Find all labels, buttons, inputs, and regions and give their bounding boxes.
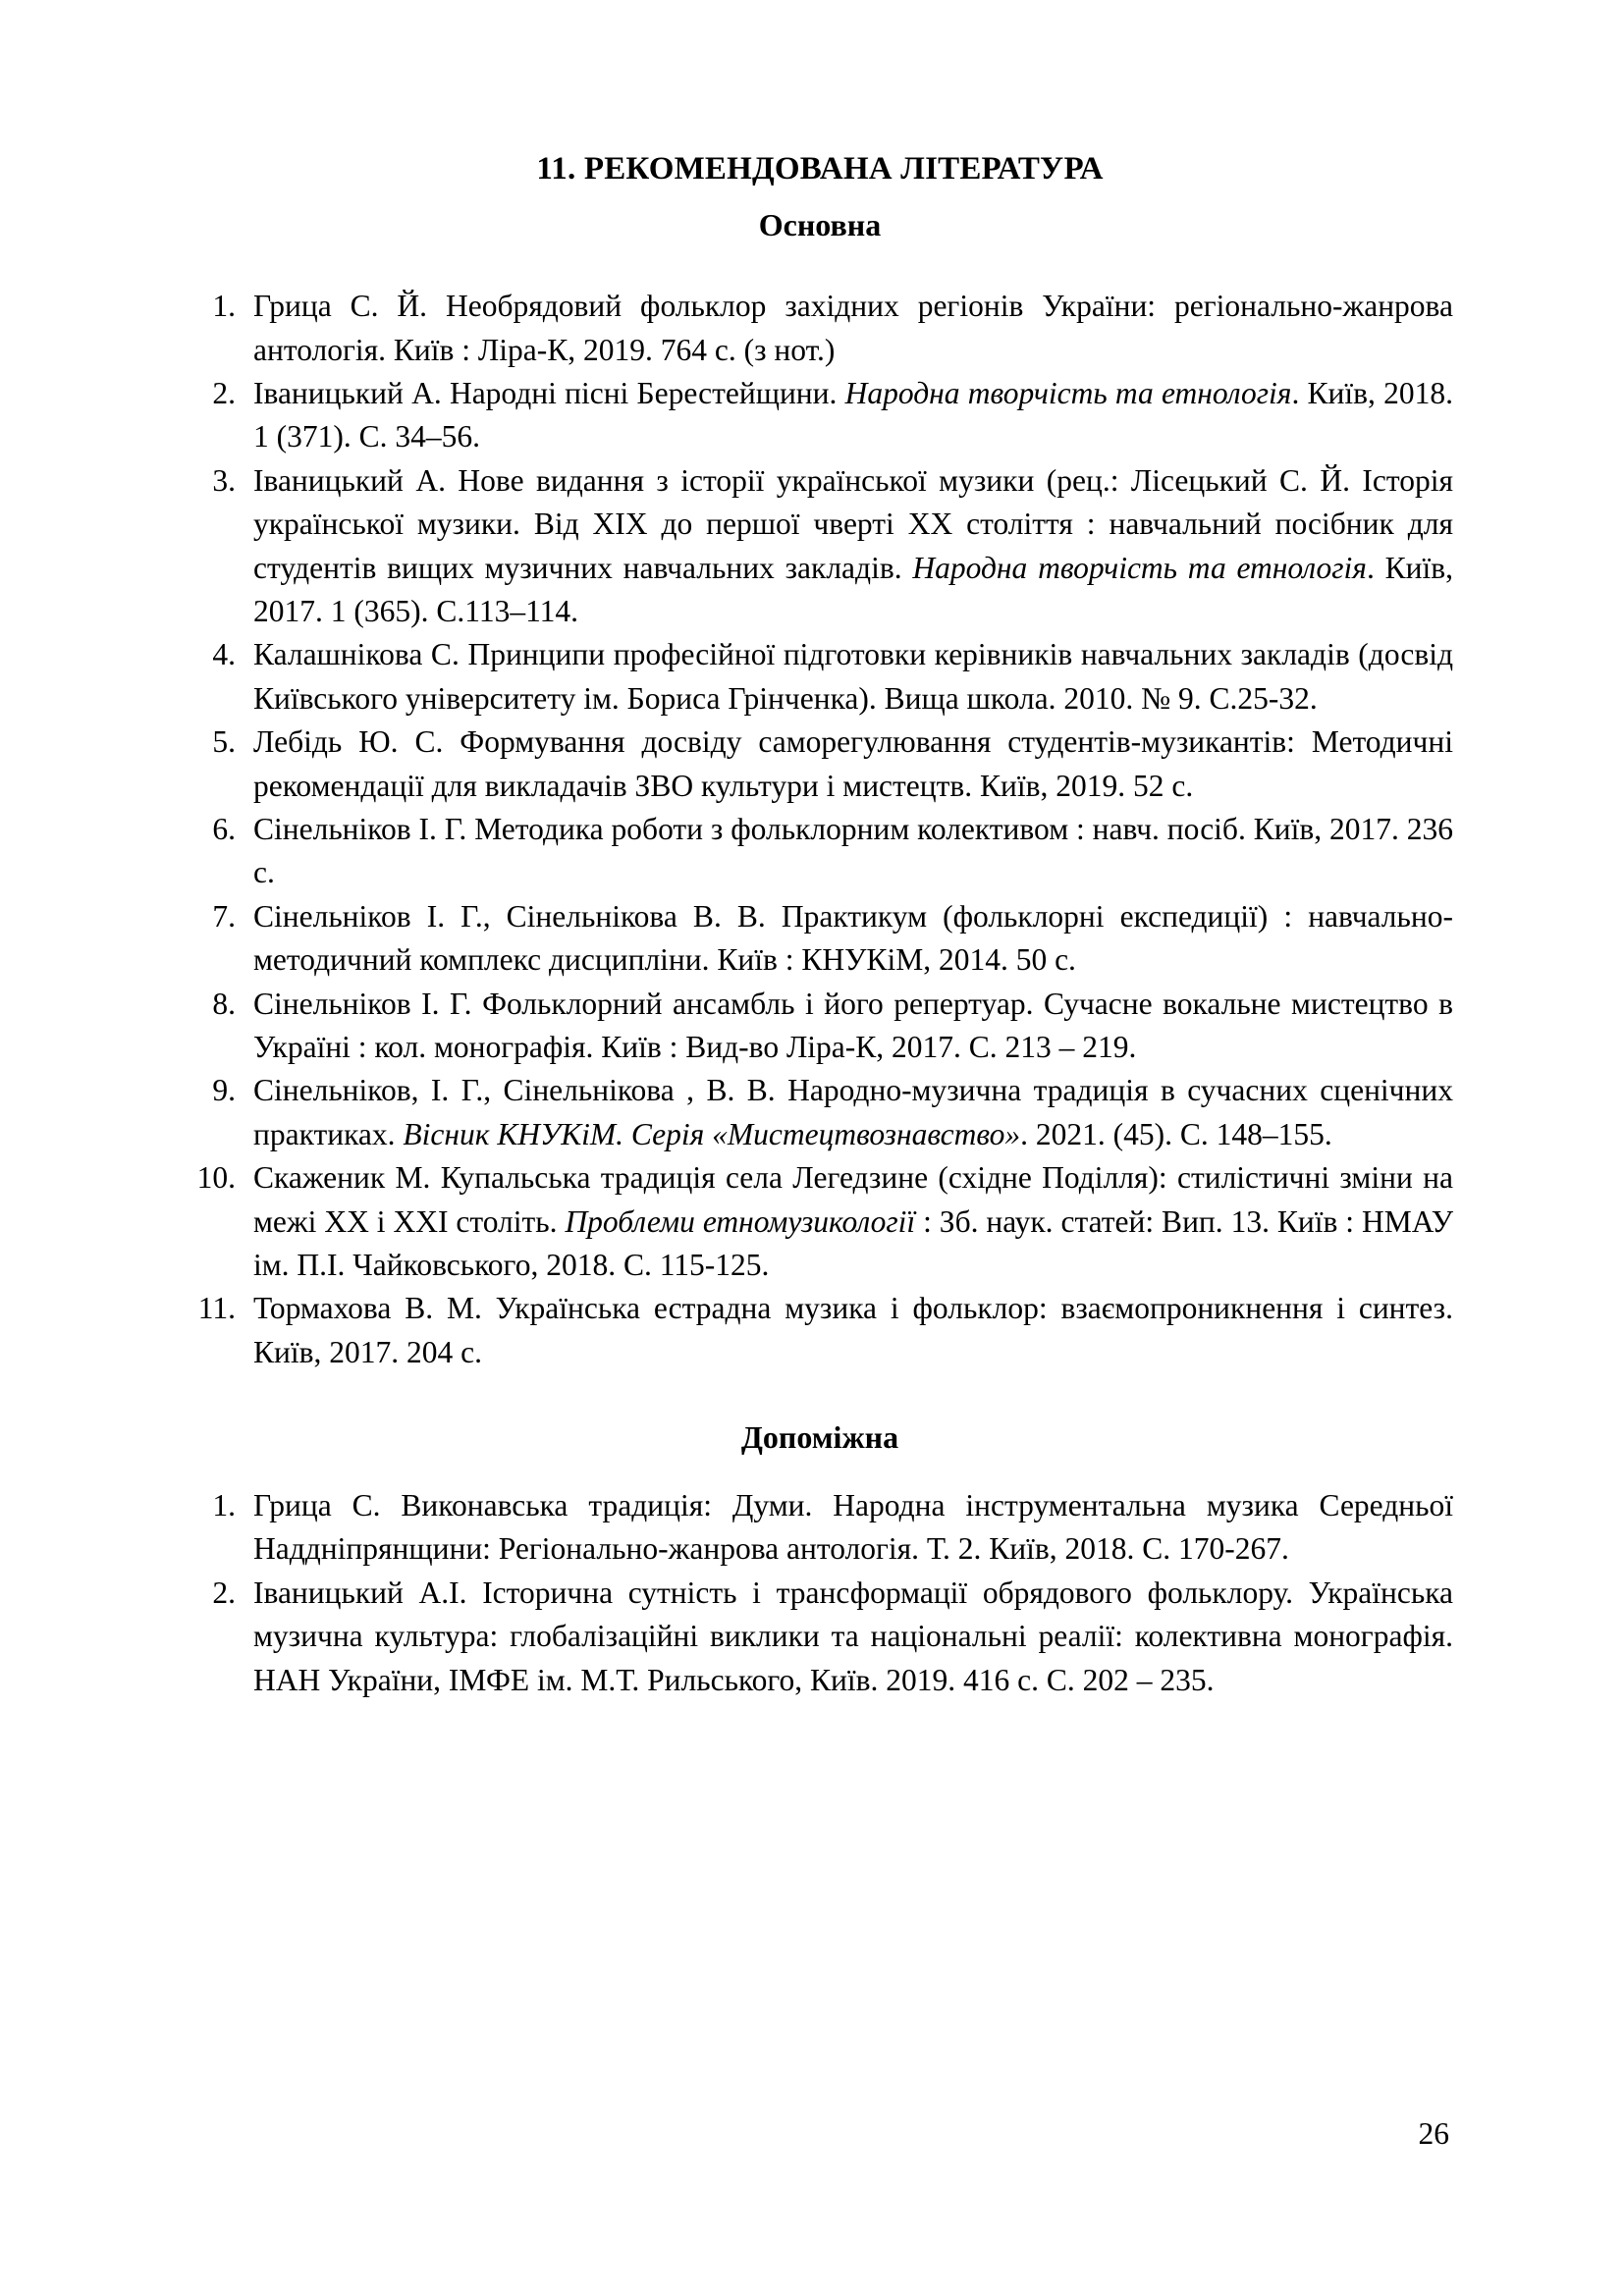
bibliography-entry: [187, 721, 1453, 808]
source-title-italic: Народна творчість та етнологія: [844, 375, 1292, 410]
source-title-italic: Проблеми етномузикології: [565, 1203, 916, 1239]
entry-fragment: Сінельніков, І. Г., Сінельнікова , В. В. Народно-музична традиція в сучасних сценічних практиках.: [253, 1073, 1453, 1151]
bibliography-entry-text: [253, 1287, 1453, 1374]
source-title-italic: Вісник КНУКіМ. Серія «Мистецтвознавство»: [403, 1116, 1021, 1151]
bibliography-entry: [187, 895, 1453, 983]
bibliography-entry-text: [253, 1572, 1453, 1702]
entry-fragment: Грица С. Виконавська традиція: Думи. Народна інструментальна музика Середньої Наддніпрянщини: Регіонально-жанрова антологія. Т. 2. Київ, 2018. С. 170-267.: [253, 1487, 1453, 1567]
page-content: [187, 147, 1453, 1702]
entry-fragment: Калашнікова С. Принципи професійної підготовки керівників навчальних закладів (досвід Київського університету ім. Бориса Грінченка). Вища школа. 2010. № 9. С.25-32.: [253, 637, 1453, 716]
bibliography-entry-text: [253, 372, 1453, 459]
entry-fragment: . 2021. (45). С. 148–155.: [1020, 1116, 1332, 1151]
bibliography-entry-text: [253, 1156, 1453, 1287]
page-title: 11. РЕКОМЕНДОВАНА ЛІТЕРАТУРА: [536, 151, 1104, 187]
bibliography-entry: [187, 1287, 1453, 1374]
section-heading-primary: Основна: [758, 206, 882, 242]
entry-fragment: : Зб. наук. статей: Вип. 13. Київ : НМАУ ім. П.І. Чайковського, 2018. С. 115-125.: [253, 1203, 1454, 1283]
bibliography-entry: [187, 285, 1453, 372]
bibliography-entry: [187, 983, 1453, 1070]
entry-fragment: . Київ, 2017. 1 (365). С.113–114.: [253, 550, 1453, 628]
entry-fragment: Сінельніков І. Г., Сінельнікова В. В. Практикум (фольклорні експедиції) : навчально-методичний комплекс дисципліни. Київ : КНУКіМ, 2014. 50 с.: [253, 898, 1453, 978]
bibliography-entry: [187, 633, 1453, 721]
bibliography-entry-text: [253, 1069, 1453, 1156]
spacer-after-aux-heading: [187, 1459, 1453, 1484]
bibliography-entry-text: [253, 285, 1453, 372]
bibliography-entry: [187, 1484, 1453, 1572]
bibliography-entry: [187, 808, 1453, 895]
section-heading-auxiliary: Допоміжна: [740, 1419, 899, 1456]
bibliography-entry: [187, 372, 1453, 459]
bibliography-entry-text: [253, 459, 1453, 634]
bibliography-entry-text: [253, 1484, 1453, 1572]
bibliography-entry: [187, 459, 1453, 634]
entry-fragment: Грица С. Й. Необрядовий фольклор західних регіонів України: регіонально-жанрова антологія. Київ : Ліра-К, 2019. 764 с. (з нот.): [253, 289, 1453, 367]
bibliography-entry: [187, 1572, 1453, 1702]
entry-fragment: Сінельніков І. Г. Фольклорний ансамбль і його репертуар. Сучасне вокальне мистецтво в Україні : кол. монографія. Київ : Вид-во Ліра-К, 2017. С. 213 – 219.: [253, 986, 1453, 1065]
entry-fragment: Лебідь Ю. С. Формування досвіду саморегулювання студентів-музикантів: Методичні рекомендації для викладачів ЗВО культури і мистецтв. Київ, 2019. 52 с.: [253, 724, 1453, 803]
entry-fragment: Іваницький А. Народні пісні Берестейщини.: [253, 375, 845, 410]
bibliography-entry-text: [253, 633, 1453, 721]
bibliography-entry: [187, 1156, 1453, 1287]
source-title-italic: Народна творчість та етнологія: [912, 550, 1367, 585]
bibliography-entry-text: [253, 808, 1453, 895]
spacer-before-aux-heading: [187, 1374, 1453, 1417]
bibliography-list-auxiliary: [187, 1484, 1453, 1702]
spacer-after-primary-heading: [187, 245, 1453, 285]
bibliography-entry-text: [253, 895, 1453, 983]
entry-fragment: Тормахова В. М. Українська естрадна музика і фольклор: взаємопроникнення і синтез. Київ, 2017. 204 с.: [253, 1291, 1453, 1369]
entry-fragment: Скаженик М. Купальська традиція села Легедзине (східне Поділля): стилістичні зміни на межі ХХ і ХХI століть.: [253, 1160, 1453, 1239]
page-number: 26: [1418, 2116, 1449, 2151]
entry-fragment: Сінельніков І. Г. Методика роботи з фольклорним колективом : навч. посіб. Київ, 2017. 236 с.: [253, 812, 1453, 890]
bibliography-entry: [187, 1069, 1453, 1156]
bibliography-entry-text: [253, 983, 1453, 1070]
entry-fragment: Іваницький А.І. Історична сутність і трансформації обрядового фольклору. Українська музична культура: глобалізаційні виклики та національні реалії: колективна монографія. НАН України, ІМФЕ ім. М.Т. Рильського, Київ. 2019. 416 с. С. 202 – 235.: [253, 1575, 1453, 1697]
entry-fragment: Іваницький А. Нове видання з історії української музики (рец.: Лісецький С. Й. Історія української музики. Від ХIХ до першої чверті ХХ століття : навчальний посібник для студентів вищих музичних навчальних закладів.: [253, 462, 1453, 585]
bibliography-list-primary: [187, 285, 1453, 1374]
bibliography-entry-text: [253, 721, 1453, 808]
entry-fragment: . Київ, 2018. 1 (371). С. 34–56.: [253, 375, 1454, 454]
